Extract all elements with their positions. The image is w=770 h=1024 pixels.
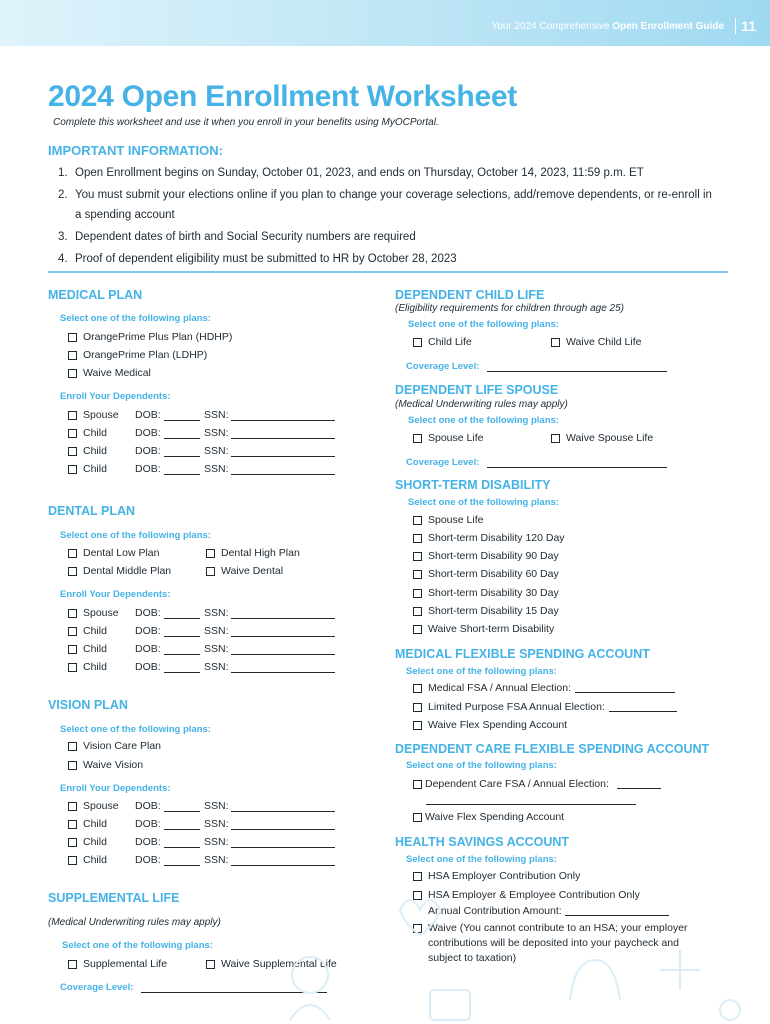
header-band — [0, 0, 770, 46]
dep-life-spouse-select-label: Select one of the following plans: — [408, 415, 559, 426]
checkbox[interactable] — [413, 338, 422, 347]
dental-dependents-label: Enroll Your Dependents: — [60, 589, 171, 600]
checkbox[interactable] — [413, 516, 422, 525]
checkbox[interactable] — [413, 589, 422, 598]
dob-field[interactable] — [164, 838, 200, 848]
important-item: 4. Proof of dependent eligibility must be submitted to HR by October 28, 2023 — [58, 253, 457, 265]
ssn-field[interactable] — [231, 663, 335, 673]
dep-life-spouse-option-life[interactable]: Spouse Life — [413, 432, 483, 444]
checkbox[interactable] — [413, 872, 422, 881]
checkbox[interactable] — [68, 820, 77, 829]
hsa-select-label: Select one of the following plans: — [406, 854, 557, 865]
pill-icon — [720, 1000, 740, 1020]
dob-field[interactable] — [164, 465, 200, 475]
ssn-field[interactable] — [231, 856, 335, 866]
checkbox[interactable] — [206, 567, 215, 576]
ssn-field[interactable] — [231, 645, 335, 655]
std-option[interactable]: Short-term Disability 15 Day — [413, 605, 559, 617]
election-amount-field[interactable] — [609, 702, 677, 712]
dep-child-life-option-life[interactable]: Child Life — [413, 336, 472, 348]
mfsa-option-waive[interactable]: Waive Flex Spending Account — [413, 719, 567, 731]
checkbox[interactable] — [68, 761, 77, 770]
mfsa-option-limited[interactable]: Limited Purpose FSA Annual Election: — [413, 701, 677, 713]
dob-field[interactable] — [164, 856, 200, 866]
supplemental-note: (Medical Underwriting rules may apply) — [48, 917, 221, 928]
checkbox[interactable] — [68, 742, 77, 751]
coverage-level-field[interactable] — [141, 983, 327, 993]
hsa-annual-contribution: Annual Contribution Amount: — [428, 905, 669, 917]
checkbox[interactable] — [206, 960, 215, 969]
dob-field[interactable] — [164, 447, 200, 457]
dental-option-waive[interactable]: Waive Dental — [206, 565, 283, 577]
vision-heading: VISION PLAN — [48, 698, 128, 712]
supplemental-select-label: Select one of the following plans: — [62, 940, 213, 951]
important-heading: IMPORTANT INFORMATION: — [48, 143, 223, 158]
page-title: 2024 Open Enrollment Worksheet — [48, 80, 517, 113]
checkbox[interactable] — [413, 813, 422, 822]
dob-field[interactable] — [164, 429, 200, 439]
hsa-heading: HEALTH SAVINGS ACCOUNT — [395, 835, 570, 849]
mfsa-heading: MEDICAL FLEXIBLE SPENDING ACCOUNT — [395, 647, 650, 661]
page-number: 11 — [741, 18, 756, 34]
checkbox[interactable] — [68, 429, 77, 438]
std-option[interactable]: Short-term Disability 60 Day — [413, 568, 559, 580]
checkbox[interactable] — [68, 609, 77, 618]
header-divider — [735, 18, 736, 34]
mfsa-select-label: Select one of the following plans: — [406, 666, 557, 677]
vision-dependents-label: Enroll Your Dependents: — [60, 783, 171, 794]
dep-child-life-coverage-level: Coverage Level: — [406, 361, 667, 372]
dep-life-spouse-option-waive[interactable]: Waive Spouse Life — [551, 432, 653, 444]
checkbox[interactable] — [413, 703, 422, 712]
checkbox[interactable] — [413, 924, 422, 933]
dob-field[interactable] — [164, 663, 200, 673]
ssn-field[interactable] — [231, 465, 335, 475]
dob-field[interactable] — [164, 627, 200, 637]
dob-field[interactable] — [164, 820, 200, 830]
checkbox[interactable] — [68, 411, 77, 420]
checkbox[interactable] — [413, 552, 422, 561]
dep-life-spouse-note: (Medical Underwriting rules may apply) — [395, 399, 568, 410]
medical-option-hdhp[interactable]: OrangePrime Plus Plan (HDHP) — [68, 331, 232, 343]
std-option[interactable]: Short-term Disability 30 Day — [413, 587, 559, 599]
checkbox[interactable] — [551, 434, 560, 443]
checkbox[interactable] — [68, 351, 77, 360]
checkbox[interactable] — [68, 838, 77, 847]
ssn-field[interactable] — [231, 411, 335, 421]
tooth-icon — [570, 960, 620, 1000]
checkbox[interactable] — [413, 607, 422, 616]
std-option-waive[interactable]: Waive Short-term Disability — [413, 623, 554, 635]
std-select-label: Select one of the following plans: — [408, 497, 559, 508]
cross-icon — [660, 950, 700, 990]
std-heading: SHORT-TERM DISABILITY — [395, 478, 551, 492]
checkbox[interactable] — [551, 338, 560, 347]
dental-select-label: Select one of the following plans: — [60, 530, 211, 541]
dep-life-spouse-heading: DEPENDENT LIFE SPOUSE — [395, 383, 559, 397]
clipboard-icon — [430, 990, 470, 1020]
checkbox[interactable] — [68, 333, 77, 342]
dob-field[interactable] — [164, 645, 200, 655]
supplemental-option-life[interactable]: Supplemental Life — [68, 958, 167, 970]
mfsa-option-medical[interactable]: Medical FSA / Annual Election: — [413, 682, 675, 694]
dep-life-spouse-coverage-level: Coverage Level: — [406, 457, 667, 468]
medical-option-ldhp[interactable]: OrangePrime Plan (LDHP) — [68, 349, 207, 361]
dob-field[interactable] — [164, 609, 200, 619]
medical-option-waive[interactable]: Waive Medical — [68, 367, 151, 379]
ssn-field[interactable] — [231, 447, 335, 457]
checkbox[interactable] — [68, 567, 77, 576]
checkbox[interactable] — [413, 625, 422, 634]
dcfsa-select-label: Select one of the following plans: — [406, 760, 557, 771]
dental-heading: DENTAL PLAN — [48, 504, 136, 518]
checkbox[interactable] — [68, 549, 77, 558]
checkbox[interactable] — [413, 570, 422, 579]
dep-child-life-option-waive[interactable]: Waive Child Life — [551, 336, 641, 348]
important-list — [58, 163, 718, 271]
checkbox[interactable] — [68, 856, 77, 865]
checkbox[interactable] — [68, 447, 77, 456]
contribution-amount-field[interactable] — [565, 906, 669, 916]
dep-child-life-select-label: Select one of the following plans: — [408, 319, 559, 330]
important-item: 3. Dependent dates of birth and Social Security numbers are required — [58, 231, 416, 243]
person-icon — [290, 1005, 330, 1020]
ssn-field[interactable] — [231, 627, 335, 637]
hsa-option-waive[interactable]: Waive (You cannot contribute to an HSA; your employer — [413, 922, 688, 934]
checkbox[interactable] — [68, 465, 77, 474]
dental-option-high[interactable]: Dental High Plan — [206, 547, 300, 559]
std-option[interactable]: Short-term Disability 120 Day — [413, 532, 565, 544]
supplemental-option-waive[interactable]: Waive Supplemental Life — [206, 958, 337, 970]
checkbox[interactable] — [68, 802, 77, 811]
hsa-waive-text: subject to taxation) — [428, 952, 517, 964]
medical-heading: MEDICAL PLAN — [48, 288, 143, 302]
section-divider — [48, 271, 728, 273]
dcfsa-option-election[interactable]: Dependent Care FSA / Annual Election: — [413, 778, 661, 790]
dcfsa-option-waive[interactable]: Waive Flex Spending Account — [413, 811, 564, 823]
dental-option-middle[interactable]: Dental Middle Plan — [68, 565, 171, 577]
coverage-level-field[interactable] — [487, 458, 667, 468]
dep-child-life-heading: DEPENDENT CHILD LIFE — [395, 288, 545, 302]
coverage-level-field[interactable] — [487, 362, 667, 372]
std-option[interactable]: Short-term Disability 90 Day — [413, 550, 559, 562]
hsa-option-employer[interactable]: HSA Employer Contribution Only — [413, 870, 580, 882]
checkbox[interactable] — [68, 369, 77, 378]
checkbox[interactable] — [68, 645, 77, 654]
ssn-field[interactable] — [231, 609, 335, 619]
hsa-waive-text: contributions will be deposited into your paycheck and — [428, 937, 679, 949]
vision-option-waive[interactable]: Waive Vision — [68, 759, 143, 771]
election-amount-field[interactable] — [575, 683, 675, 693]
guide-title: Your 2024 Comprehensive Open Enrollment Guide — [491, 21, 724, 32]
election-amount-field-continued[interactable] — [426, 795, 636, 805]
checkbox[interactable] — [413, 434, 422, 443]
medical-select-label: Select one of the following plans: — [60, 313, 211, 324]
important-item: 2. You must submit your elections online if you plan to change your coverage selections, add/remove dependents, or re-enroll in a spending account — [58, 189, 712, 221]
checkbox[interactable] — [413, 721, 422, 730]
hsa-option-employer-employee[interactable]: HSA Employer & Employee Contribution Only — [413, 889, 640, 901]
important-item: 1. Open Enrollment begins on Sunday, October 01, 2023, and ends on Thursday, October 14, 2023, 11:59 p.m. ET — [58, 167, 644, 179]
checkbox[interactable] — [68, 663, 77, 672]
dep-child-life-note: (Eligibility requirements for children through age 25) — [395, 303, 625, 314]
election-amount-field[interactable] — [617, 779, 661, 789]
ssn-field[interactable] — [231, 802, 335, 812]
ssn-field[interactable] — [231, 838, 335, 848]
checkbox[interactable] — [206, 549, 215, 558]
checkbox[interactable] — [413, 780, 422, 789]
ssn-field[interactable] — [231, 820, 335, 830]
checkbox[interactable] — [68, 960, 77, 969]
vision-select-label: Select one of the following plans: — [60, 724, 211, 735]
checkbox[interactable] — [413, 891, 422, 900]
dental-option-low[interactable]: Dental Low Plan — [68, 547, 159, 559]
checkbox[interactable] — [413, 534, 422, 543]
ssn-field[interactable] — [231, 429, 335, 439]
medical-dependents-label: Enroll Your Dependents: — [60, 391, 171, 402]
checkbox[interactable] — [68, 627, 77, 636]
checkbox[interactable] — [413, 684, 422, 693]
page-subtitle: Complete this worksheet and use it when you enroll in your benefits using MyOCPortal. — [53, 117, 439, 128]
std-option[interactable]: Spouse Life — [413, 514, 483, 526]
dcfsa-heading: DEPENDENT CARE FLEXIBLE SPENDING ACCOUNT — [395, 742, 710, 756]
dob-field[interactable] — [164, 411, 200, 421]
supplemental-coverage-level: Coverage Level: — [60, 982, 327, 993]
vision-option-care[interactable]: Vision Care Plan — [68, 740, 161, 752]
supplemental-heading: SUPPLEMENTAL LIFE — [48, 891, 180, 905]
dob-field[interactable] — [164, 802, 200, 812]
